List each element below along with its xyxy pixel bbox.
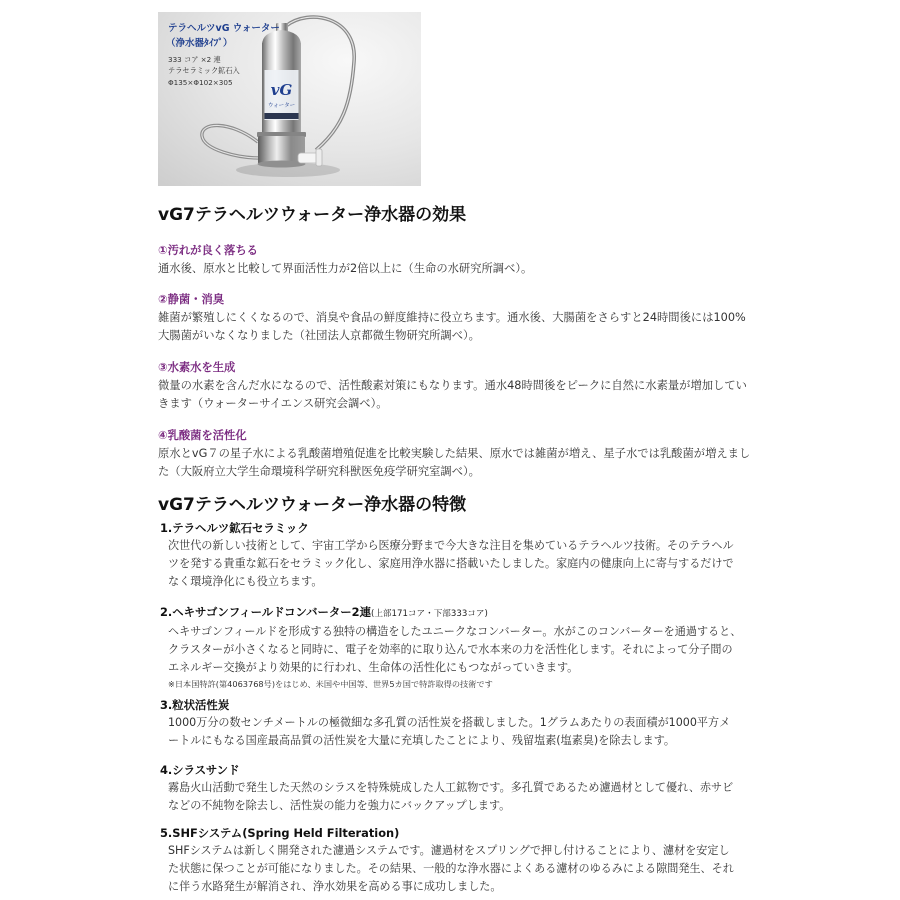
- effect-4-text-line: た（大阪府立大学生命環境科学研究科獣医免疫学研究室調べ）。: [158, 465, 480, 478]
- feature-1-text-line: ツを発する貴重な鉱石をセラミック化し、家庭用浄水器に搭載いたしました。家庭内の健康向上に寄与するだけで: [168, 557, 734, 570]
- feature-2-title-note: (上部171コア・下部333コア): [370, 609, 488, 619]
- photo-spec-ceramic: テラセラミック鉱石入: [168, 66, 240, 75]
- feature-4-text-line: 霧島火山活動で発生した天然のシラスを特殊焼成した人工鉱物です。多孔質であるため濾過材として優れ、赤サビ: [168, 781, 734, 794]
- feature-2-patent-footnote: ※日本国特許(第4063768号)をはじめ、米国や中国等、世界5カ国で特許取得の技術です: [168, 679, 493, 689]
- left-hose: [202, 125, 260, 158]
- effect-2-text-line: 雑菌が繁殖しにくくなるので、消臭や食品の鮮度維持に役立ちます。通水後、大腸菌をさらすと24時間後には100%: [158, 311, 746, 324]
- feature-4-text-line: などの不純物を除去し、活性炭の能力を強力にバックアップします。: [168, 799, 511, 812]
- photo-spec-cores: 333 コア ×2 連: [168, 55, 221, 64]
- effect-3-title: ③水素水を生成: [158, 361, 236, 374]
- effect-item-2: [158, 291, 746, 345]
- product-photo: [158, 12, 421, 186]
- label-text: ウォーター: [267, 103, 296, 109]
- feature-item-5: [160, 824, 734, 896]
- feature-3-text-line: ートルにもなる国産最高品質の活性炭を大量に充填したことにより、残留塩素(塩素臭)を除去します。: [168, 734, 675, 747]
- feature-5-text-line: に伴う水路発生が解消され、浄水効果を高める事に成功しました。: [168, 880, 502, 893]
- feature-item-4: [160, 761, 733, 815]
- effect-item-1: [158, 242, 532, 278]
- feature-5-title: 5.SHFシステム(Spring Held Filteration): [160, 826, 400, 840]
- feature-2-text-line: ヘキサゴンフィールドを形成する独特の構造をしたユニークなコンバーター。水がこのコンバーターを通過すると、: [168, 625, 742, 638]
- effects-heading: vG7テラヘルツウォーター浄水器の効果: [158, 205, 467, 225]
- feature-4-title: 4.シラスサンド: [160, 763, 240, 777]
- feature-3-title: 3.粒状活性炭: [160, 698, 230, 712]
- effect-4-text-line: 原水とvG７の星子水による乳酸菌増殖促進を比較実験した結果、原水では雑菌が増え、星子水では乳酸菌が増えまし: [158, 447, 751, 460]
- effect-1-title: ①汚れが良く落ちる: [158, 244, 258, 257]
- effect-2-title: ②静菌・消臭: [158, 293, 225, 306]
- effect-4-title: ④乳酸菌を活性化: [158, 429, 247, 442]
- feature-5-text-line: た状態に保つことが可能になりました。その結果、一般的な浄水器によくある濾材のゆるみによる隙間発生、それ: [168, 862, 734, 875]
- effect-1-text-line: 通水後、原水と比較して界面活性力が2倍以上に（生命の水研究所調べ）。: [158, 262, 533, 275]
- effect-item-3: [158, 359, 747, 413]
- effect-3-text-line: きます（ウォーターサイエンス研究会調べ）。: [158, 397, 388, 410]
- label-band: [265, 113, 299, 119]
- feature-2-text-line: エネルギー交換がより効果的に行われ、生命体の活性化にもつながっていきます。: [168, 661, 579, 674]
- feature-item-3: [160, 696, 730, 750]
- features-heading: vG7テラヘルツウォーター浄水器の特徴: [158, 495, 467, 515]
- feature-item-1: [160, 519, 734, 591]
- feature-1-title: 1.テラヘルツ鉱石セラミック: [160, 521, 309, 535]
- feature-2-text-line: クラスターが小さくなると同時に、電子を効率的に取り込んで水本来の力を活性化します。それによって分子間の: [168, 643, 733, 656]
- photo-spec-dimensions: Φ135×Φ102×305: [168, 78, 233, 87]
- feature-1-text-line: 次世代の新しい技術として、宇宙工学から医療分野まで今大きな注目を集めているテラヘルツ技術。そのテラヘル: [168, 539, 734, 552]
- label-logo: vG: [270, 81, 293, 99]
- effect-2-text-line: 大腸菌がいなくなりました（社団法人京都微生物研究所調べ）。: [158, 329, 480, 342]
- feature-item-2: [160, 603, 741, 691]
- feature-2-title: 2.ヘキサゴンフィールドコンバーター2連: [160, 605, 371, 619]
- photo-caption-title: テラヘルツvG ウォーター: [168, 23, 280, 34]
- effect-item-4: [158, 427, 750, 481]
- feature-5-text-line: SHFシステムは新しく開発された濾過システムです。濾過材をスプリングで押し付けることにより、濾材を安定し: [168, 844, 730, 857]
- photo-caption-subtitle: （浄水器ﾀｲﾌﾟ）: [166, 38, 233, 49]
- feature-2-title-row: [160, 603, 741, 623]
- feature-3-text-line: 1000万分の数センチメートルの極微細な多孔質の活性炭を搭載しました。1グラムあたりの表面積が1000平方メ: [168, 716, 731, 729]
- feature-1-text-line: なく環境浄化にも役立ちます。: [168, 575, 323, 588]
- effect-3-text-line: 微量の水素を含んだ水になるので、活性酸素対策にもなります。通水48時間後をピークに自然に水素量が増加してい: [158, 379, 747, 392]
